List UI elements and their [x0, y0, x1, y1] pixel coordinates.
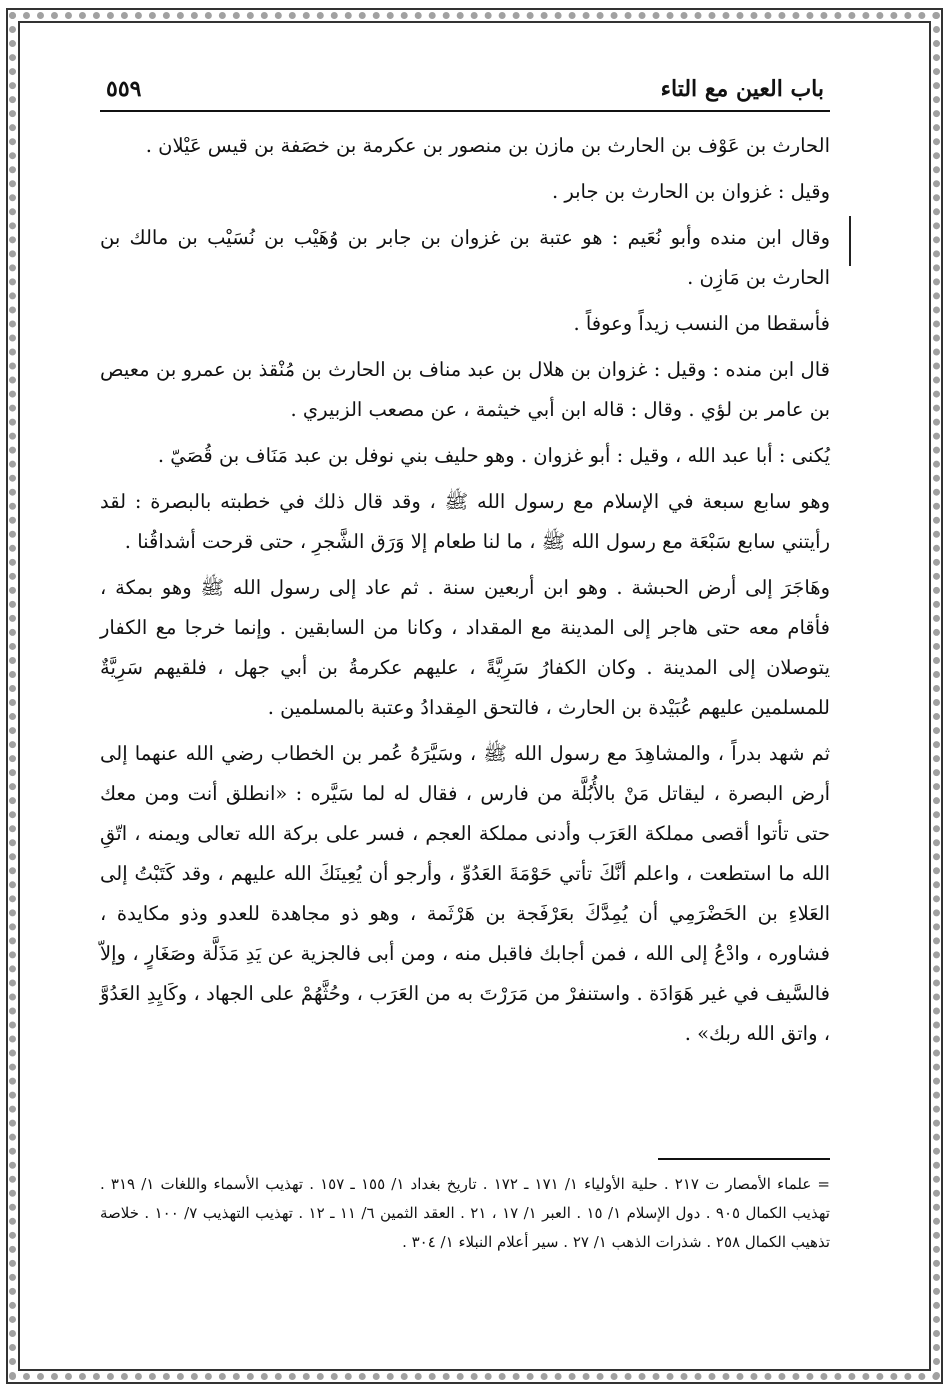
running-head — [100, 70, 830, 112]
footnote-divider — [658, 1158, 830, 1160]
paragraph: وقال ابن منده وأبو نُعَيم : هو عتبة بن غزوان بن جابر بن وُهَيْب بن نُسَيْب بن مالك بن الحارث بن مَازِن . — [100, 226, 830, 289]
paragraph: يُكنى : أبا عبد الله ، وقيل : أبو غزوان . وهو حليف بني نوفل بن عبد مَنَاف بن قُصَيّ . — [157, 444, 830, 467]
page-number: ٥٥٩ — [106, 76, 142, 102]
footnote: = علماء الأمصار ت ٢١٧ . حلية الأولياء ١/ ١٧١ ـ ١٧٢ . تاريخ بغداد ١/ ١٥٥ ـ ١٥٧ . تهذيب الأسماء واللغات ١/ ٣١٩ . تهذيب الكمال ٩٠٥ . دول الإسلام ١/ ١٥ . العبر ١/ ١٧ ، ٢١ . العقد الثمين ٦/ ١١ ـ ١٢ . تهذيب التهذيب ٧/ ١٠٠ . خلاصة تذهيب الكمال ٢٥٨ . شذرات الذهب ١/ ٢٧ . سير أعلام النبلاء ١/ ٣٠٤ . — [100, 1175, 830, 1251]
book-page — [100, 70, 830, 1340]
paragraph: وقيل : غزوان بن الحارث بن جابر . — [551, 180, 830, 203]
paragraph: ثم شهد بدراً ، والمشاهِدَ مع رسول الله ﷺ ، وسَيَّرَهُ عُمر بن الخطاب رضي الله عنهما إلى أرض البصرة ، ليقاتل مَنْ بالأُبُلَّة من فارس ، فقال له لما سَيَّره : «انطلق أنت ومن معك حتى تأتوا أقصى مملكة العَرَب وأدنى مملكة العجم ، فسر على بركة الله تعالى ويمنه ، اتّقِ الله ما استطعت ، واعلم أنَّكَ تأتي حَوْمَةَ العَدُوِّ ، وأرجو أن يُعِينَكَ الله عليهم ، وقد كَتَبْتُ إلى العَلاءِ بن الحَضْرَمِي أن يُمِدَّكَ بعَرْفَجة بن هَرْثَمة ، وهو ذو مجاهدة للعدو وذو مكايدة ، فشاوره ، وادْعُ إلى الله ، فمن أجابك فاقبل منه ، ومن أبى فالجزية عن يَدِ مَذَلَّة وصَغَارٍ ، وإلاّ فالسَّيف في غير هَوَادَة . واستنفرْ من مَرَرْتَ به من العَرَب ، وحُثَّهُمْ على الجهاد ، وكَايِدِ العَدُوَّ ، واتق الله ربك» . — [100, 742, 830, 1045]
margin-mark — [849, 216, 851, 266]
paragraph: الحارث بن عَوْف بن الحارث بن مازن بن منصور بن عكرمة بن خصَفة بن قيس عَيْلان . — [145, 134, 830, 157]
paragraph: وهَاجَرَ إلى أرض الحبشة . وهو ابن أربعين سنة . ثم عاد إلى رسول الله ﷺ وهو بمكة ، فأقام معه حتى هاجر إلى المدينة مع المقداد ، وكانا من السابقين . وإنما خرجا مع الكفار يتوصلان إلى المدينة . وكان الكفارُ سَرِيَّةً ، عليهم عكرمةُ بن أبي جهل ، فلقيهم سَرِيَّةٌ للمسلمين عليهم عُبَيْدة بن الحارث ، فالتحق المِقدادُ وعتبة بالمسلمين . — [100, 576, 830, 719]
chapter-title: باب العين مع التاء — [660, 76, 824, 102]
body-text — [100, 126, 830, 1054]
paragraph: قال ابن منده : وقيل : غزوان بن هلال بن عبد مناف بن الحارث بن مُنْقذ بن عمرو بن معيص بن عامر بن لؤي . وقال : قاله ابن أبي خيثمة ، عن مصعب الزبيري . — [100, 358, 830, 421]
paragraph: وهو سابع سبعة في الإسلام مع رسول الله ﷺ ، وقد قال ذلك في خطبته بالبصرة : لقد رأيتني سابع سَبْعَة مع رسول الله ﷺ ، ما لنا طعام إلا وَرَق الشَّجرِ ، حتى قرحت أشداقُنا . — [100, 490, 830, 553]
paragraph: فأسقطا من النسب زيداً وعوفاً . — [573, 312, 830, 335]
